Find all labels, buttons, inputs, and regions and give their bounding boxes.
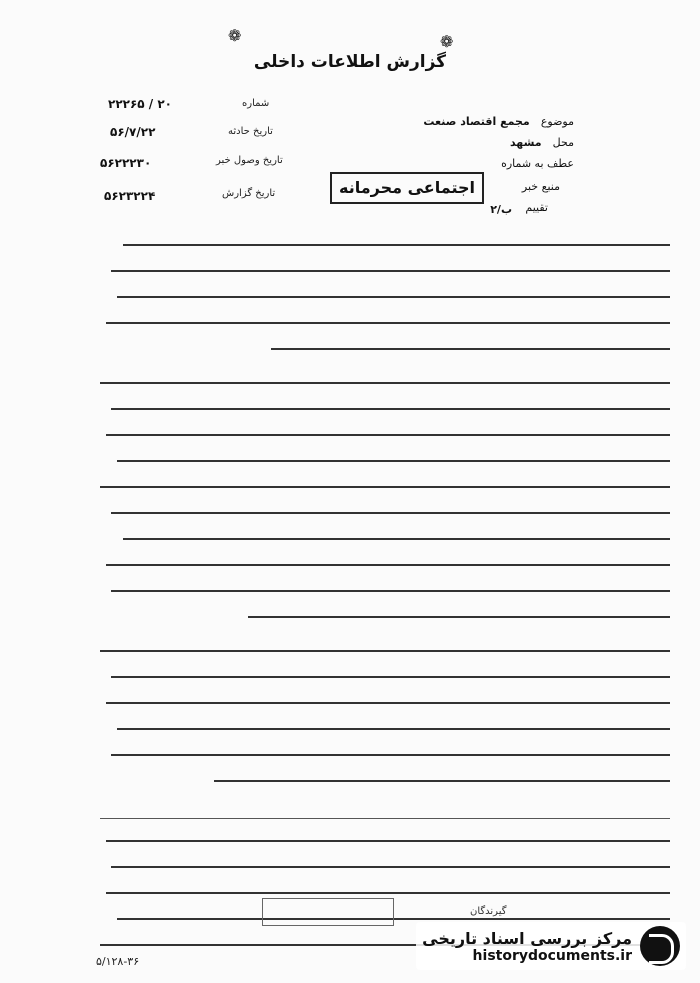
text-line (100, 232, 670, 258)
subject-label: منبع خبر (521, 180, 560, 193)
location-row (394, 131, 574, 150)
watermark-url: historydocuments.ir (472, 947, 632, 964)
text-line (100, 448, 670, 474)
number-value: ۲۲۲۶۵ / ۲۰ (108, 97, 173, 111)
source-label: موضوع (540, 115, 574, 128)
signature-box (262, 898, 394, 926)
text-line (100, 690, 670, 716)
location-label: محل (552, 136, 574, 149)
location-value: مشهد (509, 136, 542, 149)
page-title: گزارش اطلاعات داخلی (253, 52, 447, 72)
text-line (100, 638, 670, 664)
text-line (100, 716, 670, 742)
grade-label: تقییم (525, 201, 548, 214)
text-line (100, 336, 670, 362)
subject-box: اجتماعی محرمانه (330, 172, 484, 204)
watermark-name: مرکز بررسی اسناد تاریخی (422, 928, 632, 948)
text-line (100, 310, 670, 336)
incident-date-label: تاریخ حادثه (228, 126, 273, 137)
text-line (100, 396, 670, 422)
reference-label: عطف به شماره (501, 157, 574, 170)
archive-logo-icon (640, 926, 680, 966)
received-date-value: ۵۶۲۲۲۳۰ (100, 156, 152, 170)
text-line (100, 422, 670, 448)
text-line (100, 258, 670, 284)
reference-row (394, 152, 574, 171)
text-line (100, 474, 670, 500)
incident-date-value: ۵۶/۷/۲۲ (110, 125, 156, 139)
report-date-label: تاریخ گزارش (222, 188, 276, 199)
text-line (100, 802, 670, 828)
text-line (100, 526, 670, 552)
text-line (100, 500, 670, 526)
text-line (100, 578, 670, 604)
footer-code: ۵/۱۲۸-۳۶ (96, 955, 140, 968)
text-line (100, 664, 670, 690)
number-label: شماره (242, 98, 270, 109)
text-line (100, 370, 670, 396)
grade-value: ب/۲ (490, 203, 512, 216)
recipients-label: گیرندگان (470, 906, 507, 917)
text-line (100, 284, 670, 310)
paragraph-1 (100, 232, 670, 362)
report-date-value: ۵۶۲۳۲۲۴ (104, 189, 156, 203)
emblem-icon-left: ❁ (228, 26, 242, 45)
text-line (100, 552, 670, 578)
text-line (100, 768, 670, 794)
paragraph-3 (100, 638, 670, 794)
paragraph-2 (100, 370, 670, 630)
text-line (100, 828, 670, 854)
text-line (100, 742, 670, 768)
source-value: مجمع اقتصاد صنعت (423, 115, 530, 128)
emblem-icon-right: ❁ (440, 32, 454, 51)
source-row (394, 110, 574, 129)
text-line (100, 854, 670, 880)
watermark (416, 922, 686, 970)
received-date-label: تاریخ وصول خبر (216, 155, 283, 166)
text-line (100, 604, 670, 630)
report-body (100, 232, 670, 958)
